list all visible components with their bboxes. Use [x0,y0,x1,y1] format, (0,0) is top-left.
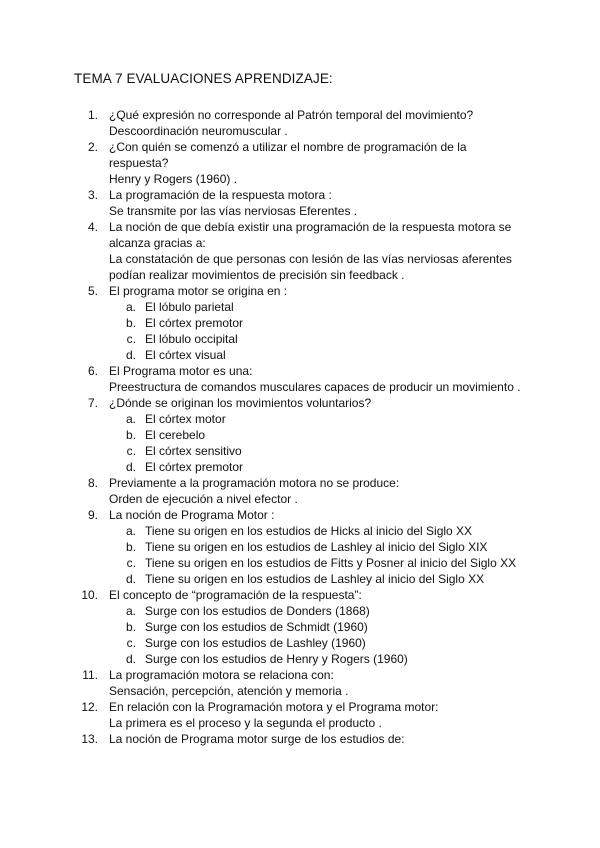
option-letter: c. [126,332,136,346]
option-letter: a. [125,524,136,538]
option-text: Surge con los estudios de Henry y Rogers (1960) [145,652,408,666]
question-text: La programación motora se relaciona con: [109,668,334,682]
option-text: Surge con los estudios de Lashley (1960) [145,636,366,650]
option-text: Surge con los estudios de Donders (1868) [145,604,370,618]
question-text: ¿Con quién se comenzó a utilizar el nombre de programación de la [109,140,467,154]
option-letter: a. [125,604,136,618]
question-line: Henry y Rogers (1960) . [109,172,238,186]
option-text: Surge con los estudios de Schmidt (1960) [145,620,368,634]
question-line: La primera es el proceso y la segunda el producto . [109,716,382,730]
option-letter: a. [125,300,136,314]
question-text: El programa motor se origina en : [109,284,288,298]
option-text: El córtex sensitivo [145,444,242,458]
question-text: En relación con la Programación motora y el Programa motor: [109,700,439,714]
option-text: El córtex premotor [145,460,244,474]
option-letter: b. [125,540,136,554]
question-line: alcanza gracias a: [109,236,206,250]
question-text: ¿Qué expresión no corresponde al Patrón temporal del movimiento? [109,108,474,122]
question-text: El concepto de “programación de la respuesta”: [109,588,362,602]
question-line: Orden de ejecución a nivel efector . [109,492,298,506]
question-line: Se transmite por las vías nerviosas Eferentes . [109,204,358,218]
question-number: 5. [87,284,98,298]
option-text: El cerebelo [145,428,206,442]
question-text: El Programa motor es una: [109,364,253,378]
question-text: La noción de que debía existir una programación de la respuesta motora se [109,220,512,234]
option-text: Tiene su origen en los estudios de Lashley al inicio del Siglo XX [145,572,485,586]
question-text: La noción de Programa motor surge de los estudios de: [109,732,405,746]
question-number: 8. [87,476,98,490]
question-line: Sensación, percepción, atención y memoria . [109,684,349,698]
page-title: TEMA 7 EVALUACIONES APRENDIZAJE: [74,71,333,86]
question-line: Preestructura de comandos musculares capaces de producir un movimiento . [109,380,521,394]
option-text: El lóbulo occipital [145,332,238,346]
question-line: La constatación de que personas con lesión de las vías nerviosas aferentes [109,252,512,266]
question-line: podían realizar movimientos de precisión sin feedback . [109,268,405,282]
question-number: 9. [87,508,98,522]
option-letter: d. [125,652,136,666]
option-text: El córtex motor [145,412,226,426]
option-letter: b. [125,316,136,330]
option-letter: d. [125,460,136,474]
question-number: 13. [81,732,98,746]
option-letter: c. [126,444,136,458]
question-number: 12. [81,700,98,714]
question-number: 3. [87,188,98,202]
option-text: El lóbulo parietal [145,300,234,314]
question-line: Descoordinación neuromuscular . [109,124,288,138]
option-letter: c. [126,556,136,570]
question-line: respuesta? [109,156,169,170]
question-number: 11. [82,668,98,682]
question-text: ¿Dónde se originan los movimientos voluntarios? [109,396,372,410]
option-text: Tiene su origen en los estudios de Lashley al inicio del Siglo XIX [145,540,488,554]
option-text: Tiene su origen en los estudios de Fitts y Posner al inicio del Siglo XX [145,556,517,570]
option-letter: a. [125,412,136,426]
option-letter: d. [125,572,136,586]
question-text: La programación de la respuesta motora : [109,188,332,202]
option-text: Tiene su origen en los estudios de Hicks al inicio del Siglo XX [145,524,473,538]
question-number: 10. [81,588,98,602]
question-number: 6. [87,364,98,378]
option-letter: d. [125,348,136,362]
question-text: La noción de Programa Motor : [109,508,275,522]
question-number: 7. [87,396,98,410]
option-letter: b. [125,620,136,634]
option-text: El córtex premotor [145,316,244,330]
option-letter: b. [125,428,136,442]
question-number: 4. [87,220,98,234]
option-text: El córtex visual [145,348,226,362]
question-text: Previamente a la programación motora no se produce: [109,476,400,490]
question-number: 1. [87,108,98,122]
question-number: 2. [87,140,98,154]
option-letter: c. [126,636,136,650]
